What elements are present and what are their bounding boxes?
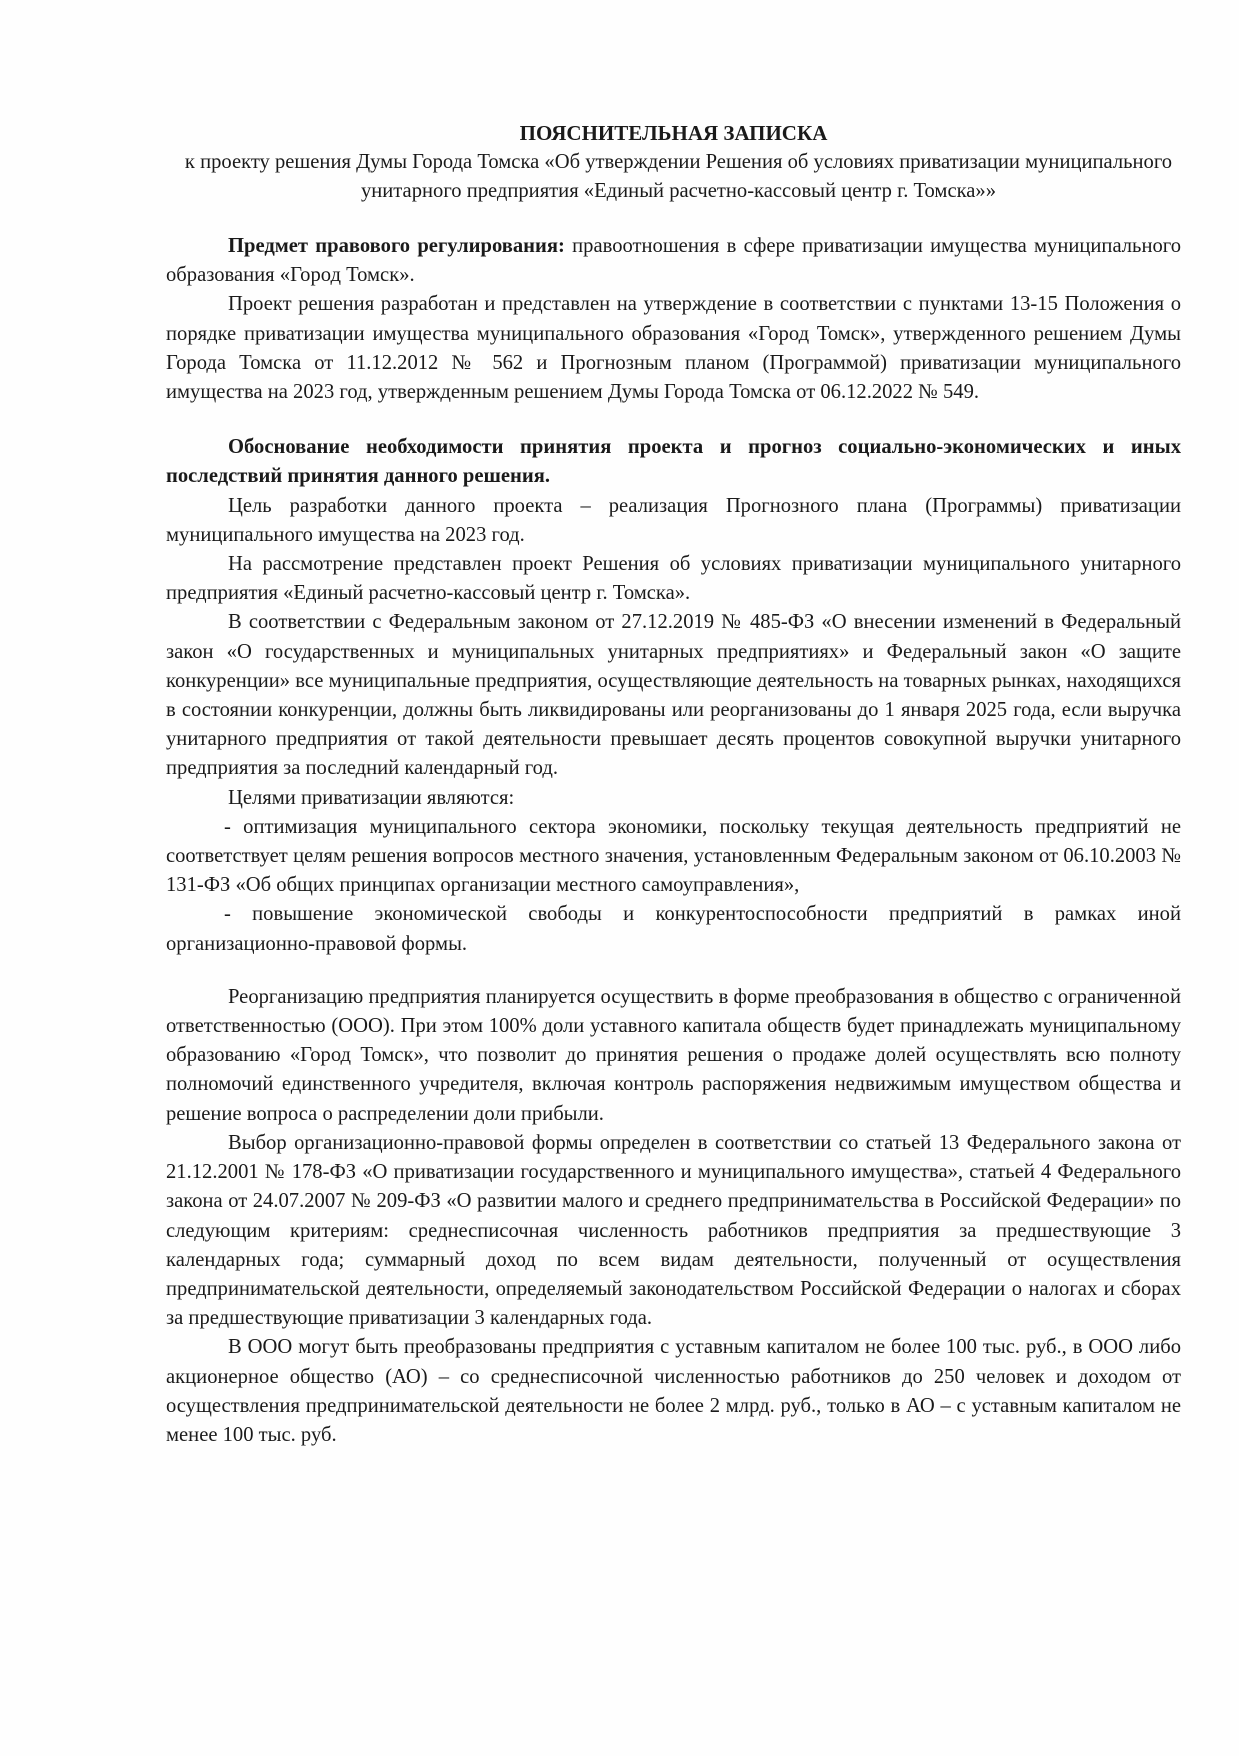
reorganization-paragraph: Реорганизацию предприятия планируется осуществить в форме преобразования в общество с ограниченной ответственностью (ООО). При этом 100% доли уставного капитала обществ будет принадлежать муниципальному образованию «Город Томск», что позволит до принятия решения о продаже долей осуществлять всю полноту полномочий единственного учредителя, включая контроль распоряжения недвижимым имуществом общества и решение вопроса о распределении доли прибыли.	[166, 985, 1181, 1125]
subject-paragraph	[166, 232, 1181, 290]
aim-item-2: - повышение экономической свободы и конкурентоспособности предприятий в рамках иной организационно-правовой формы.	[166, 903, 1181, 955]
form-choice-paragraph: Выбор организационно-правовой формы определен в соответствии со статьей 13 Федерального закона от 21.12.2001 № 178-ФЗ «О приватизации государственного и муниципального имущества», статьей 4 Федерального закона от 24.07.2007 № 209-ФЗ «О развитии малого и среднего предпринимательства в Российской Федерации» по следующим критериям: среднесписочная численность работников предприятия за предшествующие 3 календарных года; суммарный доход по всем видам деятельности, полученный от осуществления предпринимательской деятельности, определяемый законодательством Российской Федерации о налогах и сборах за предшествующие приватизации 3 календарных года.	[166, 1131, 1181, 1330]
conversion-paragraph: В ООО могут быть преобразованы предприятия с уставным капиталом не более 100 тыс. руб., в ООО либо акционерное общество (АО) – со среднесписочной численностью работников до 250 человек и доходом от осуществления предпринимательской деятельности не более 2 млрд. руб., только в АО – с уставным капиталом не менее 100 тыс. руб.	[166, 1336, 1181, 1446]
document-subtitle: к проекту решения Думы Города Томска «Об утверждении Решения об условиях приватизации муниципального унитарного предприятия «Единый расчетно-кассовый центр г. Томска»»	[184, 151, 1173, 202]
goal-paragraph: Цель разработки данного проекта – реализация Прогнозного плана (Программы) приватизации муниципального имущества на 2023 год.	[166, 494, 1181, 546]
basis-paragraph: Проект решения разработан и представлен на утверждение в соответствии с пунктами 13-15 Положения о порядке приватизации имущества муниципального образования «Город Томск», утвержденного решением Думы Города Томска от 11.12.2012 № 562 и Прогнозным планом (Программой) приватизации муниципального имущества на 2023 год, утвержденным решением Думы Города Томска от 06.12.2022 № 549.	[166, 293, 1181, 404]
subject-text: правоотношения в сфере приватизации имущества муниципального образования «Город Томск».	[166, 235, 1181, 287]
law-paragraph: В соответствии с Федеральным законом от 27.12.2019 № 485-ФЗ «О внесении изменений в Федеральный закон «О государственных и муниципальных унитарных предприятиях» и Федеральный закон «О защите конкуренции» все муниципальные предприятия, осуществляющие деятельность на товарных рынках, находящихся в состоянии конкуренции, должны быть ликвидированы или реорганизованы до 1 января 2025 года, если выручка унитарного предприятия от такой деятельности превышает десять процентов совокупной выручки унитарного предприятия за последний календарный год.	[166, 611, 1181, 780]
aim-item-1: - оптимизация муниципального сектора экономики, поскольку текущая деятельность предприятий не соответствует целям решения вопросов местного значения, установленным Федеральным законом от 06.10.2003 № 131-ФЗ «Об общих принципах организации местного самоуправления»,	[166, 815, 1181, 897]
presented-paragraph: На рассмотрение представлен проект Решения об условиях приватизации муниципального унитарного предприятия «Единый расчетно-кассовый центр г. Томска».	[166, 553, 1181, 605]
subject-label: Предмет правового регулирования:	[228, 235, 565, 257]
document-title: ПОЯСНИТЕЛЬНАЯ ЗАПИСКА	[519, 121, 828, 145]
justification-heading: Обоснование необходимости принятия проекта и прогноз социально-экономических и иных последствий принятия данного решения.	[166, 436, 1181, 488]
aims-intro: Целями приватизации являются:	[228, 786, 515, 809]
document-body	[166, 118, 1181, 1450]
